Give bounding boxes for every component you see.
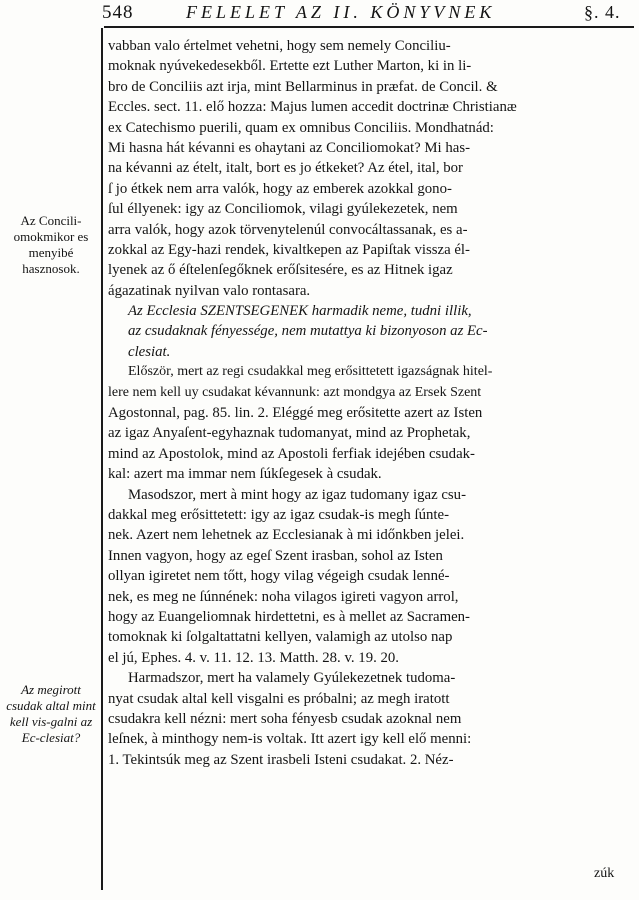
section-heading-line: Az Ecclesia SZENTSEGENEK harmadik neme, tudni illik, — [128, 303, 472, 320]
text-line: Harmadszor, mert ha valamely Gyúlekezetnek tudoma- — [128, 670, 456, 687]
text-line: ex Catechismo puerili, quam ex omnibus Conciliis. Mondhatnád: — [108, 119, 494, 136]
text-line: ſ jo étkek nem arra valók, hogy az emberek azokkal gono- — [108, 180, 452, 197]
section-mark: §. 4. — [584, 2, 621, 22]
text-line: arra valók, hogy azok törvenytelenúl convocáltassanak, es a- — [108, 221, 468, 238]
text-line: el jú, Ephes. 4. v. 11. 12. 13. Matth. 28. v. 19. 20. — [108, 649, 399, 666]
text-line: bro de Conciliis azt irja, mint Bellarminus in præfat. de Concil. & — [108, 78, 498, 95]
text-line: na kévanni az ételt, italt, bort es jo étkeket? Az étel, ital, bor — [108, 160, 463, 177]
text-line: Eccles. sect. 11. elő hozza: Majus lumen accedit doctrinæ Christianæ — [108, 99, 517, 116]
text-line: lyenek az ő éſtelenſegőknek erőſsitesére, es az Hitnek igaz — [108, 262, 453, 279]
text-line: nyat csudak altal kell visgalni es próbalni; az megh iratott — [108, 690, 450, 707]
text-line: Innen vagyon, hogy az egeſ Szent irasban, sohol az Isten — [108, 547, 443, 564]
page-number: 548 — [102, 2, 134, 23]
text-line: tomoknak ki ſolgaltattatni kellyen, valamigh az utolso nap — [108, 629, 453, 646]
text-line: nek. Azert nem lehetnek az Ecclesianak à mi időnkben jelei. — [108, 527, 465, 544]
text-line: 1. Tekintsúk meg az Szent irasbeli Isteni csudakat. 2. Néz- — [108, 751, 454, 768]
body-text — [108, 36, 636, 770]
text-line: Masodszor, mert à mint hogy az igaz tudomany igaz csu- — [128, 486, 466, 503]
text-line: csudakra kell nézni: mert soha fényesb csudak azoknal nem — [108, 710, 462, 727]
catchword: zúk — [594, 866, 615, 881]
text-line: lere nem kell uy csudakat kévannunk: azt mondgya az Ersek Szent — [108, 384, 482, 400]
text-line: Először, mert az regi csudakkal meg erősittetett igazságnak hitel- — [128, 364, 493, 380]
section-heading-line: az csudaknak fényessége, nem mutattya ki bizonyoson az Ec- — [128, 323, 488, 340]
text-line: kal: azert ma immar nem ſúkſegesek à csudak. — [108, 466, 382, 483]
text-line: Agostonnal, pag. 85. lin. 2. Eléggé meg erősitette azert az Isten — [108, 405, 483, 422]
text-line: nek, es meg ne ſúnnének: noha vilagos igireti vagyon arrol, — [108, 588, 459, 605]
text-line: ollyan igiretet nem tőtt, hogy vilag végeigh csudak lenné- — [108, 568, 450, 585]
text-line: az igaz Anyaſent-egyhaznak tudomanyat, mind az Prophetak, — [108, 425, 471, 442]
section-heading-line: clesiat. — [128, 343, 171, 360]
text-line: mind az Apostolok, mind az Apostoli ferfiak idejében csudak- — [108, 445, 475, 462]
text-line: ágazatinak nyilvan valo rontasara. — [108, 282, 311, 299]
text-line: dakkal meg erősittetett: igy az igaz csudak-is megh ſúnte- — [108, 506, 450, 523]
margin-rule — [101, 28, 103, 890]
header-rule — [104, 26, 634, 28]
running-title: FELELET AZ II. KÖNYVNEK — [186, 2, 496, 22]
margin-note: Az megirott csudak altal mint kell vis-galni az Ec-clesiat? — [6, 682, 96, 745]
text-line: Mi hasna hát kévanni es ohaytani az Conciliomokat? Mi has- — [108, 139, 471, 156]
margin-note: Az Concili-omokmikor es menyibé hasznosok. — [13, 213, 89, 276]
text-line: ſul éllyenek: igy az Conciliomok, vilagi gyúlekezetek, nem — [108, 201, 458, 218]
text-line: moknak nyúvekedesekből. Ertette ezt Luther Marton, ki in li- — [108, 58, 472, 75]
text-line: leſnek, à minthogy nem-is voltak. Itt azert igy kell elő menni: — [108, 731, 472, 748]
text-line: vabban valo értelmet vehetni, hogy sem nemely Conciliu- — [108, 38, 451, 54]
text-line: zokkal az Egy-hazi rendek, kivaltkepen az Papiſtak vissza él- — [108, 241, 470, 258]
text-line: hogy az Euangeliomnak hirdettetni, es à mellet az Sacramen- — [108, 608, 470, 625]
